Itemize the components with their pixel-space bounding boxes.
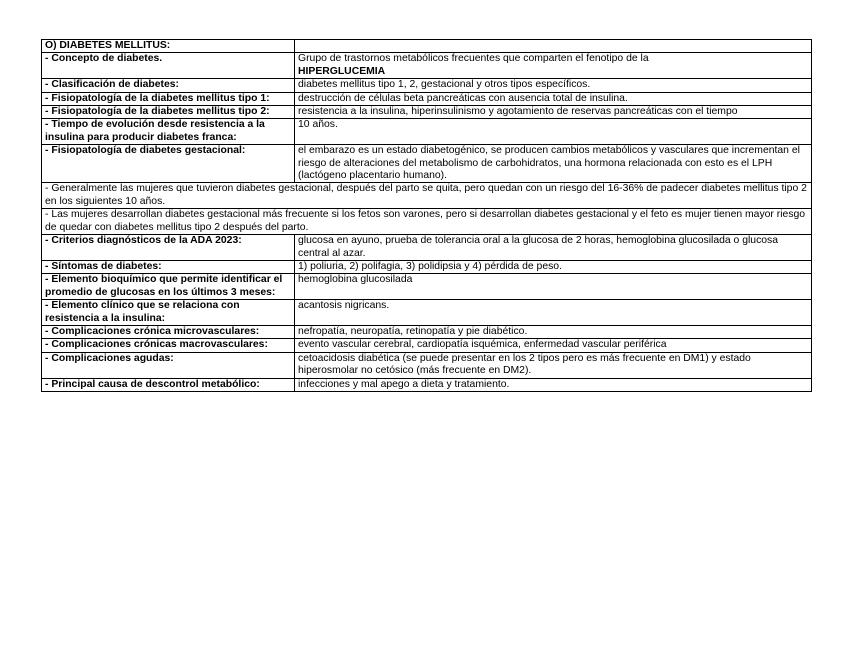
row-label: - Elemento clínico que se relaciona con resistencia a la insulina: — [42, 300, 295, 326]
row-value: cetoacidosis diabética (se puede presentar en los 2 tipos pero es más frecuente en DM1) y estado hiperosmolar no cetósico (más frecuente en DM2). — [295, 352, 812, 378]
row-value: acantosis nigricans. — [295, 300, 812, 326]
table-row — [42, 325, 812, 338]
row-value: evento vascular cerebral, cardiopatía isquémica, enfermedad vascular periférica — [295, 339, 812, 352]
row-label: - Complicaciones crónica microvasculares: — [42, 325, 295, 338]
row-label: - Tiempo de evolución desde resistencia a la insulina para producir diabetes franca: — [42, 119, 295, 145]
row-value: diabetes mellitus tipo 1, 2, gestacional y otros tipos específicos. — [295, 79, 812, 92]
row-value: 1) poliuria, 2) polifagia, 3) polidipsia y 4) pérdida de peso. — [295, 260, 812, 273]
table-row — [42, 300, 812, 326]
table-row — [42, 274, 812, 300]
section-title: O) DIABETES MELLITUS: — [42, 40, 295, 53]
row-value — [295, 53, 812, 79]
row-value-text: Grupo de trastornos metabólicos frecuentes que comparten el fenotipo de la — [298, 53, 649, 65]
row-value: 10 años. — [295, 119, 812, 145]
table-row — [42, 145, 812, 183]
row-value: destrucción de células beta pancreáticas con ausencia total de insulina. — [295, 92, 812, 105]
row-value: hemoglobina glucosilada — [295, 274, 812, 300]
row-value: resistencia a la insulina, hiperinsulinismo y agotamiento de reservas pancreáticas con el tiempo — [295, 106, 812, 119]
table-row — [42, 378, 812, 391]
row-label: - Síntomas de diabetes: — [42, 260, 295, 273]
row-value: nefropatía, neuropatía, retinopatía y pie diabético. — [295, 325, 812, 338]
row-value: infecciones y mal apego a dieta y tratamiento. — [295, 378, 812, 391]
table-row — [42, 119, 812, 145]
note-text: - Generalmente las mujeres que tuvieron diabetes gestacional, después del parto se quita, pero quedan con un riesgo del 16-36% de padecer diabetes mellitus tipo 2 en los siguientes 10 años. — [42, 183, 812, 209]
row-label: - Complicaciones crónicas macrovasculares: — [42, 339, 295, 352]
row-label: - Elemento bioquímico que permite identificar el promedio de glucosas en los últimos 3 meses: — [42, 274, 295, 300]
diabetes-table — [41, 39, 812, 392]
table-row — [42, 339, 812, 352]
row-label: - Criterios diagnósticos de la ADA 2023: — [42, 235, 295, 261]
row-label: - Fisiopatología de diabetes gestacional: — [42, 145, 295, 183]
row-value: glucosa en ayuno, prueba de tolerancia oral a la glucosa de 2 horas, hemoglobina glucosilada o glucosa central al azar. — [295, 235, 812, 261]
row-label: - Fisiopatología de la diabetes mellitus tipo 2: — [42, 106, 295, 119]
table-header-row — [42, 40, 812, 53]
empty-cell — [295, 40, 812, 53]
row-label: - Fisiopatología de la diabetes mellitus tipo 1: — [42, 92, 295, 105]
table-row — [42, 79, 812, 92]
row-label: - Complicaciones agudas: — [42, 352, 295, 378]
table-row — [42, 235, 812, 261]
table-row — [42, 352, 812, 378]
note-row — [42, 183, 812, 209]
row-label: - Principal causa de descontrol metabólico: — [42, 378, 295, 391]
table-row — [42, 53, 812, 79]
row-value-strong: HIPERGLUCEMIA — [298, 65, 386, 77]
table-row — [42, 106, 812, 119]
row-label: - Concepto de diabetes. — [42, 53, 295, 79]
note-row — [42, 209, 812, 235]
note-text: - Las mujeres desarrollan diabetes gestacional más frecuente si los fetos son varones, pero si desarrollan diabetes gestacional y el feto es mujer tienen mayor riesgo de quedar con diabetes mellitus tipo 2 después del parto. — [42, 209, 812, 235]
table-row — [42, 92, 812, 105]
row-value: el embarazo es un estado diabetogénico, se producen cambios metabólicos y vasculares que incrementan el riesgo de alteraciones del metabolismo de carbohidratos, una hormona relacionada con esto es el LPH (lactógeno placentario humano). — [295, 145, 812, 183]
table-row — [42, 260, 812, 273]
row-label: - Clasificación de diabetes: — [42, 79, 295, 92]
